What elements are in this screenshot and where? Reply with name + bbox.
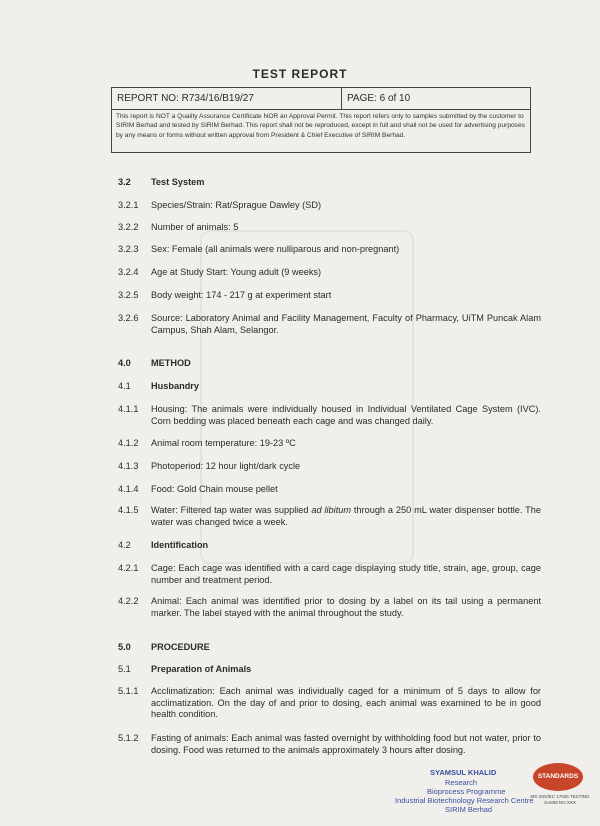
- standards-logo: STANDARDS: [533, 763, 583, 791]
- stamp-line1: Research: [445, 778, 478, 787]
- document-page: TEST REPORT REPORT NO: R734/16/B19/27 PAGE: 6 of 10 This report is NOT a Quality Assurance Certificate NOR an Approval Permit. This report refers only to samples submitted by the customer to SIRIM Berhad and tested by SIRIM Berhad. This report shall not be reproduced, except in full and shall not be used for advertising purposes by any means or forms without written approval from President & Chief Executive of SIRIM Berhad. 3.2 Test System 3.2.1 Species/Strain: Rat/Sprague Dawley (SD) 3.2.2 Number of animals: 5 3.2.3 Sex: Female (all animals were nulliparous and non-pregnant) 3.2.4 Age at Study Start: Young adult (9 weeks) 3.2.5 Body weight: 174 - 217 g at experiment start 3.2.6 Source: Laboratory Animal and Facility Management, Faculty of Pharmacy, UiTM Puncak Alam Campus, Shah Alam, Selangor. 4.0 METHOD 4.1 Husbandry 4.1.1 Housing: The animals were individually housed in Individual Ventilated Cage System (IVC). Corn bedding was placed beneath each cage and was changed daily. 4.1.2 Animal room temperature: 19-23 ºC 4.1.3 Photoperiod: 12 hour light/dark cycle 4.1.4 Food: Gold Chain mouse pellet 4.1.5 Water: Filtered tap water was supplied ad libitum through a 250 mL water dispenser bottle. The water was changed twice a week. 4.2 Identification 4.2.1 Cage: Each cage was identified with a card cage displaying study title, strain, age, group, cage number and treatment period. 4.2.2 Animal: Each animal was identified prior to dosing by a label on its tail using a permanent marker. The label stayed with the animal throughout the study. 5.0 PROCEDURE 5.1 Preparation of Animals 5.1.1 Acclimatization: Each animal was individually caged for a minimum of 5 days to allow for acclimatization. On the day of and prior to dosing, each animal was examined to be in good health condition. 5.1.2 Fasting of animals: Each animal was fasted overnight by withholding food but not water, prior to dosing. Food was returned to the animals approximately 3 hours after dosing. SYAMSUL KHALID Research Bioprocess Programme Industrial Biotechnology Research Centre SIRIM Berhad STANDARDS MS ISO/IEC 17025 TESTING SAMM NO.XXX: [0, 0, 600, 826]
- report-title: TEST REPORT: [252, 67, 348, 81]
- disclaimer-note: This report is NOT a Quality Assurance Certificate NOR an Approval Permit. This report refers only to samples submitted by the customer to SIRIM Berhad and tested by SIRIM Berhad. This report shall not be reproduced, except in full and shall not be used for advertising purposes by any means or forms without written approval from President & Chief Executive of SIRIM Berhad.: [116, 113, 525, 139]
- report-header-box: [111, 87, 531, 153]
- stamp-line2: Bioprocess Programme: [427, 787, 506, 796]
- stamp-name: SYAMSUL KHALID: [430, 768, 497, 777]
- page-number: PAGE: 6 of 10: [347, 93, 411, 104]
- report-number: REPORT NO: R734/16/B19/27: [112, 88, 342, 109]
- stamp-line4: SIRIM Berhad: [445, 805, 493, 814]
- stamp-line3: Industrial Biotechnology Research Centre: [395, 796, 534, 805]
- standards-accreditation: MS ISO/IEC 17025 TESTING SAMM NO.XXX: [530, 794, 590, 805]
